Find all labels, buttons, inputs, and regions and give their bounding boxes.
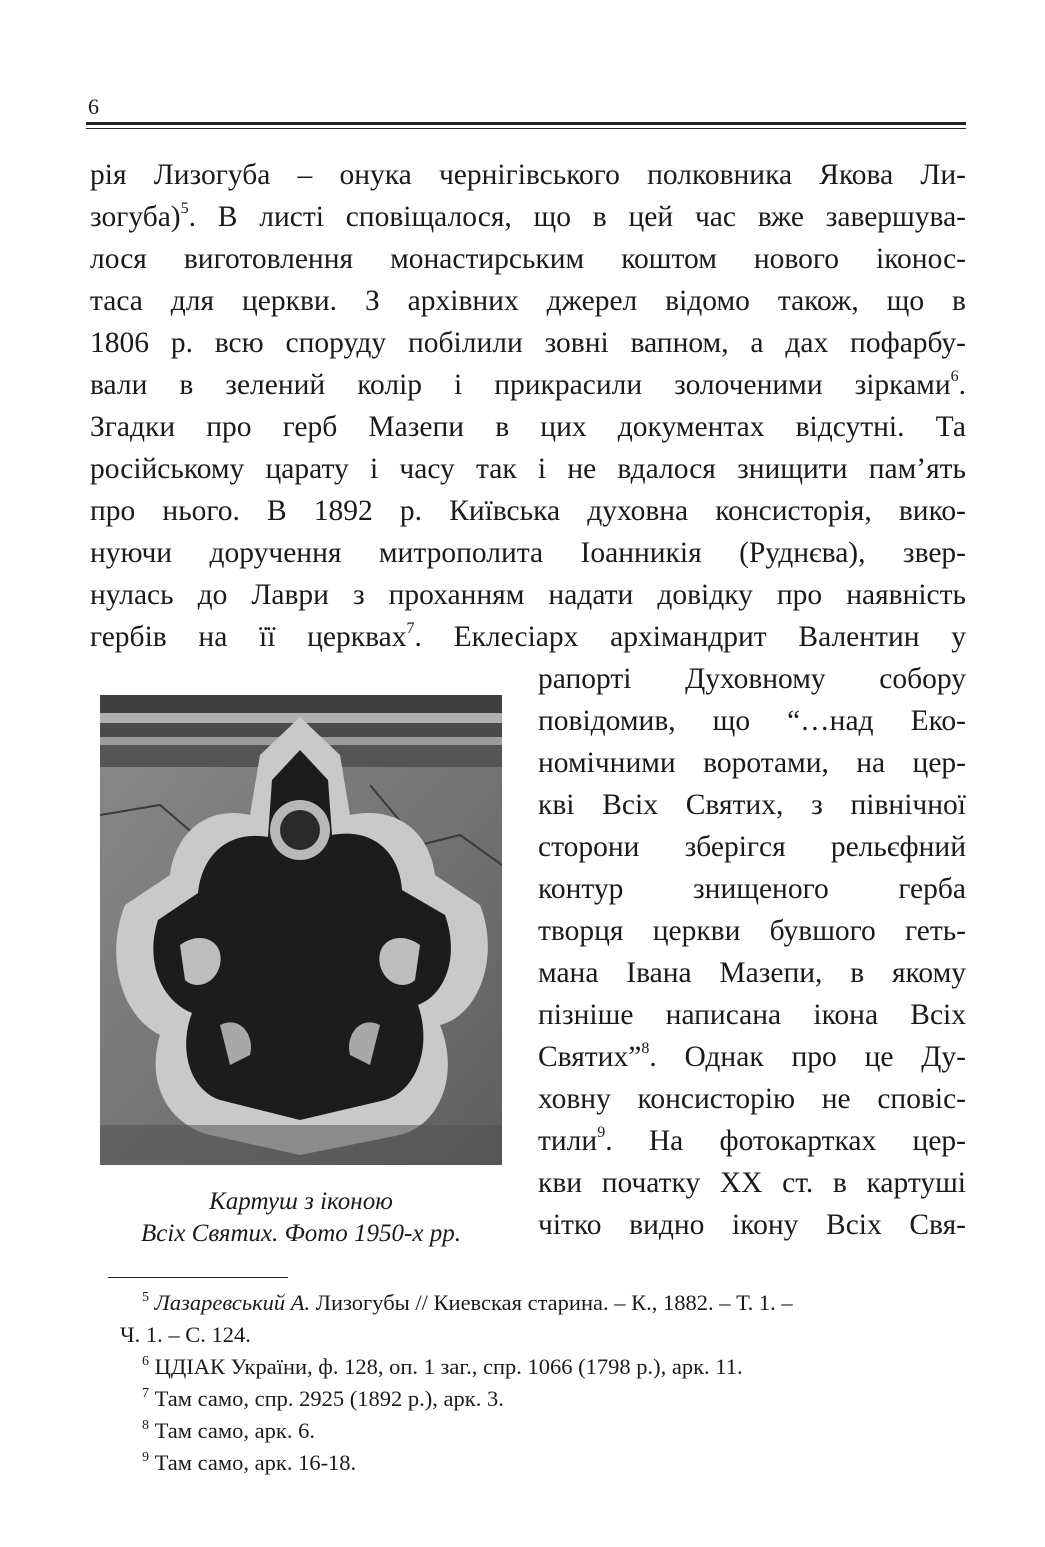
footnote-ref: 8 bbox=[641, 1040, 650, 1057]
footnote-separator bbox=[108, 1277, 288, 1278]
body-line: про нього. В 1892 р. Київська духовна консисторія, вико- bbox=[90, 495, 966, 527]
side-line: номічними воротами, на цер- bbox=[538, 747, 966, 779]
footnote: $^6$ ЦДІАК України, ф. 128, оп. 1 заг., спр. 1066 (1798 р.), арк. 11. bbox=[142, 1354, 743, 1379]
side-line: сторони зберігся рельєфний bbox=[538, 831, 966, 863]
side-line: повідомив, що “…над Еко- bbox=[538, 705, 966, 737]
footnote: $^5$ Лазаревський А. Лизогубы // Киевская старина. – К., 1882. – Т. 1. – bbox=[142, 1290, 793, 1315]
body-line: російському царату і часу так і не вдалося знищити пам’ять bbox=[90, 453, 966, 485]
side-line: творця церкви бувшого геть- bbox=[538, 915, 966, 947]
side-line: контур знищеного герба bbox=[538, 873, 966, 905]
side-line: кві Всіх Святих, з північної bbox=[538, 789, 966, 821]
side-line: Святих”$^8$. Однак про це Ду- bbox=[538, 1040, 966, 1073]
footnote-ref: 5 bbox=[180, 200, 189, 217]
side-line: пізніше написана ікона Всіх bbox=[538, 999, 966, 1031]
cartouche-photo-image bbox=[100, 695, 502, 1165]
side-line: мана Івана Мазепи, в якому bbox=[538, 957, 966, 989]
body-line: вали в зелений колір і прикрасили золоченими зірками$^6$. bbox=[90, 368, 966, 401]
body-line: рія Лизогуба – онука чернігівського полковника Якова Ли- bbox=[90, 159, 966, 191]
figure-caption-line-2: Всіх Святих. Фото 1950-х рр. bbox=[141, 1220, 461, 1247]
side-line: чітко видно ікону Всіх Свя- bbox=[538, 1209, 966, 1241]
page-number: 6 bbox=[88, 94, 99, 119]
footnote-ref: 9 bbox=[597, 1124, 606, 1141]
footnote-continuation: Ч. 1. – С. 124. bbox=[120, 1322, 251, 1347]
body-line: таса для церкви. З архівних джерел відомо також, що в bbox=[90, 285, 966, 317]
footnote-ref: 7 bbox=[406, 620, 415, 637]
footnote: $^7$ Там само, спр. 2925 (1892 р.), арк. 3. bbox=[142, 1386, 504, 1411]
figure-caption-line-1: Картуш з іконою bbox=[209, 1188, 393, 1215]
body-line: лося виготовлення монастирським коштом нового іконос- bbox=[90, 243, 966, 275]
body-line: нулась до Лаври з проханням надати довідку про наявність bbox=[90, 579, 966, 611]
header-rule-thin bbox=[86, 128, 966, 129]
cartouche-photo bbox=[100, 695, 502, 1165]
body-line: нуючи доручення митрополита Іоанникія (Руднєва), звер- bbox=[90, 537, 966, 569]
footnote: $^9$ Там само, арк. 16-18. bbox=[142, 1450, 357, 1475]
side-line: кви початку XX ст. в картуші bbox=[538, 1167, 966, 1199]
header-rule bbox=[86, 122, 966, 125]
side-line: тили$^9$. На фотокартках цер- bbox=[538, 1124, 966, 1157]
body-line: 1806 р. всю споруду побілили зовні вапном, а дах пофарбу- bbox=[90, 327, 966, 359]
body-line: Згадки про герб Мазепи в цих документах відсутні. Та bbox=[90, 411, 966, 443]
side-line: рапорті Духовному собору bbox=[538, 663, 966, 695]
body-line: гербів на її церквах$^7$. Еклесіарх архімандрит Валентин у bbox=[90, 620, 966, 653]
footnote-ref: 6 bbox=[950, 368, 959, 385]
footnote-author: Лазаревський А. bbox=[154, 1290, 311, 1315]
body-line: зогуба)$^5$. В листі сповіщалося, що в цей час вже завершува- bbox=[90, 200, 966, 233]
footnote: $^8$ Там само, арк. 6. bbox=[142, 1418, 315, 1443]
side-line: ховну консисторію не сповіс- bbox=[538, 1083, 966, 1115]
